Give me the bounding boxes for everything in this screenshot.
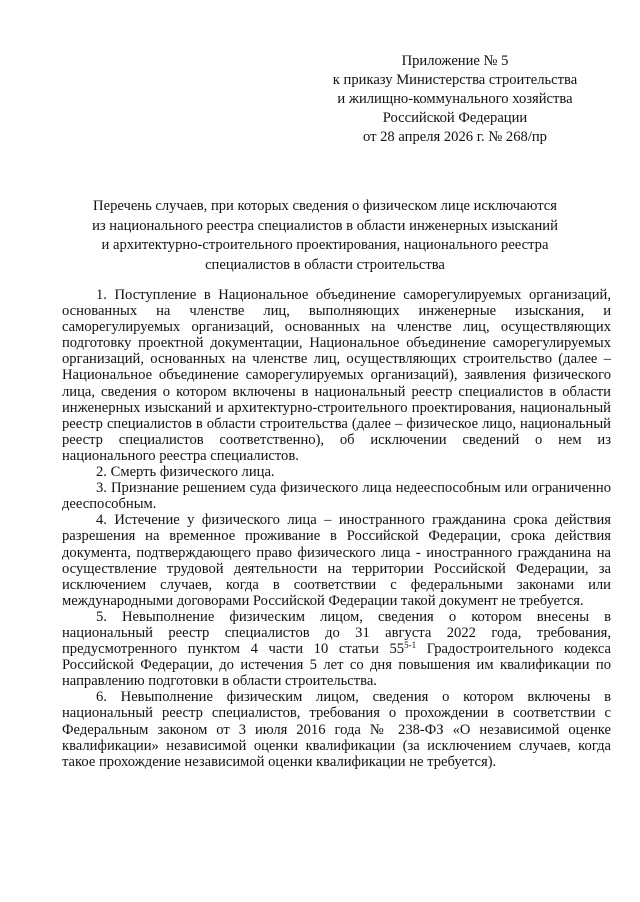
title-line: и архитектурно-строительного проектирования, национального реестра [101,237,549,253]
title-line: Перечень случаев, при которых сведения о физическом лице исключаются [93,198,557,214]
title-line: из национального реестра специалистов в области инженерных изысканий [92,217,558,234]
paragraph-text: Градостроительного кодекса Российской Федерации, до истечения 5 лет со дня повышения им квалификации по направлению подготовки в области строительства. [62,641,611,690]
document-title [70,197,580,275]
paragraph-item-5 [62,609,611,689]
paragraph-item-3: 3. Признание решением суда физического лица недееспособным или ограниченно дееспособным. [62,480,611,513]
appendix-header [330,52,580,147]
document-body [62,287,611,770]
ministry-name: и жилищно-коммунального хозяйства [337,91,573,107]
appendix-number: Приложение № 5 [401,53,509,69]
title-line: специалистов в области строительства [205,256,445,273]
paragraph-item-1: 1. Поступление в Национальное объединение саморегулируемых организаций, основанных на членстве лиц, выполняющих инженерные изыскания, и саморегулируемых организаций, основанных на членстве лиц, осуществляющих подготовку проектной документации, Национальное объединение саморегулируемых организаций, основанных на членстве лиц, осуществляющих строительство (далее – Национальное объединение саморегулируемых организаций), заявления физического лица, сведения о котором включены в национальный реестр специалистов в области инженерных изысканий и архитектурно-строительного проектирования, национальный реестр специалистов в области строительства (далее – физическое лицо, национальный реестр специалистов соответственно), об исключении сведений о нем из национального реестра специалистов. [62,287,611,464]
article-superscript: 5-1 [404,640,417,651]
paragraph-item-2: 2. Смерть физического лица. [96,464,275,481]
paragraph-text: 5. Невыполнение физическим лицом, сведения о котором внесены в национальный реестр специалистов до 31 августа 2022 года, требования, предусмотренного пунктом 4 части 10 статьи 55 [62,608,611,658]
country-name: Российской Федерации [382,110,528,126]
order-date-number: от 28 апреля 2026 г. № 268/пр [363,129,547,145]
paragraph-item-4: 4. Истечение у физического лица – иностранного гражданина срока действия разрешения на временное проживание в Российской Федерации, срока действия документа, подтверждающего право физического лица - иностранного гражданина на осуществление трудовой деятельности на территории Российской Федерации, за исключением случаев, когда в соответствии с федеральными законами или международными договорами Российской Федерации такой документ не требуется. [62,512,611,609]
paragraph-item-6: 6. Невыполнение физическим лицом, сведения о котором включены в национальный реестр специалистов, требования о прохождении в соответствии с Федеральным законом от 3 июля 2016 года № 238-ФЗ «О независимой оценке квалификации» независимой оценки квалификации (за исключением случаев, когда такое прохождение независимой оценки квалификации не требуется). [62,689,611,770]
order-reference: к приказу Министерства строительства [332,72,578,88]
